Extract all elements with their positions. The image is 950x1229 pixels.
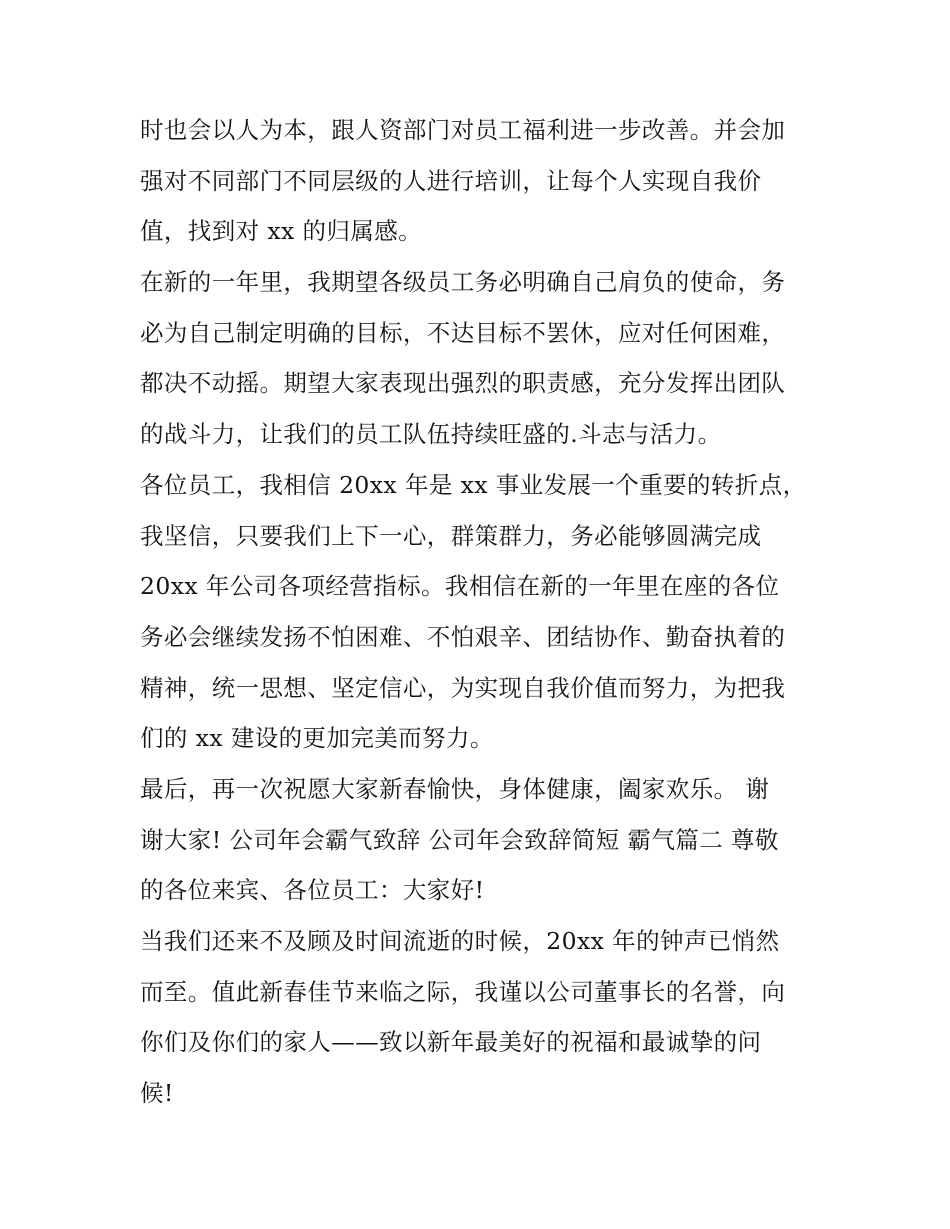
text-line-18: 而至。值此新春佳节来临之际，我谨以公司董事长的名誉，向 <box>140 977 786 1006</box>
text-line-15: 谢大家! 公司年会霸气致辞 公司年会致辞简短 霸气篇二 尊敬 <box>140 825 779 854</box>
text-line-11: 务必会继续发扬不怕困难、不怕艰辛、团结协作、勤奋执着的 <box>140 622 786 651</box>
text-line-2: 强对不同部门不同层级的人进行培训，让每个人实现自我价 <box>140 166 762 195</box>
text-line-12: 精神，统一思想、坚定信心，为实现自我价值而努力，为把我 <box>140 673 786 702</box>
text-line-3: 值，找到对 xx 的归属感。 <box>140 217 423 246</box>
text-line-7: 的战斗力，让我们的员工队伍持续旺盛的.斗志与活力。 <box>140 420 722 449</box>
text-line-16: 的各位来宾、各位员工：大家好! <box>140 876 485 905</box>
text-line-10: 20xx 年公司各项经营指标。我相信在新的一年里在座的各位 <box>140 572 780 601</box>
body-text <box>140 105 820 1119</box>
text-line-19: 你们及你们的家人——致以新年最美好的祝福和最诚挚的问 <box>140 1028 762 1057</box>
text-line-6: 都决不动摇。期望大家表现出强烈的职责感，充分发挥出团队 <box>140 369 786 398</box>
text-line-5: 必为自己制定明确的目标，不达目标不罢休，应对任何困难， <box>140 318 786 347</box>
text-line-17: 当我们还来不及顾及时间流逝的时候，20xx 年的钟声已悄然 <box>140 927 780 955</box>
text-line-9: 我坚信，只要我们上下一心，群策群力，务必能够圆满完成 <box>140 521 762 550</box>
text-line-4: 在新的一年里，我期望各级员工务必明确自己肩负的使命，务 <box>140 268 786 297</box>
text-line-1: 时也会以人为本，跟人资部门对员工福利进一步改善。并会加 <box>140 116 786 144</box>
text-line-20: 候! <box>140 1079 174 1108</box>
text-line-13: 们的 xx 建设的更加完美而努力。 <box>140 724 494 753</box>
text-line-8: 各位员工，我相信 20xx 年是 xx 事业发展一个重要的转折点， <box>140 470 807 499</box>
text-line-14: 最后，再一次祝愿大家新春愉快，身体健康，阖家欢乐。 谢 <box>140 774 770 803</box>
